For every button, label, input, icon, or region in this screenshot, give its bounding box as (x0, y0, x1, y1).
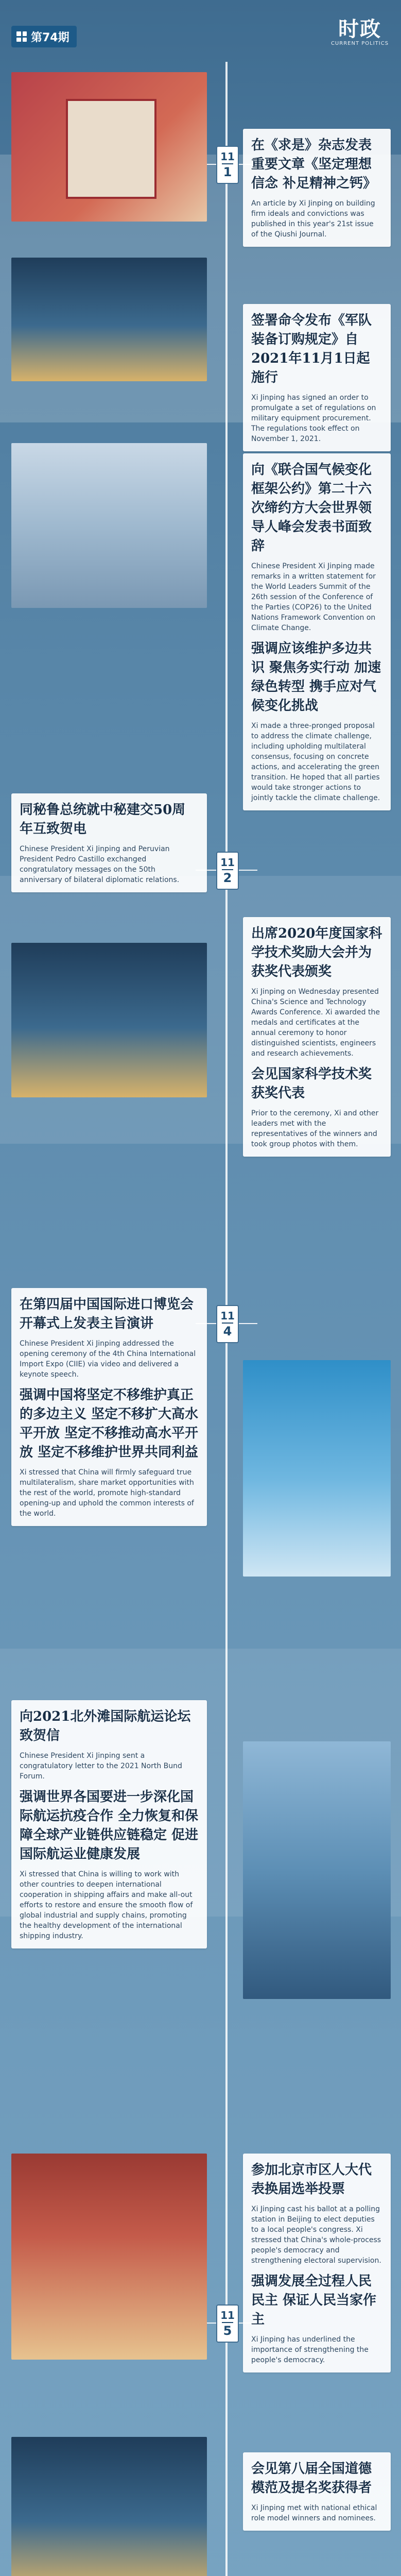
event-text-en: Xi stressed that China is willing to work with other countries to deepen international cooperation in shipping affairs and make all-out efforts to restore and ensure the smooth flow of global industrial and supply chains, promoting the healthy development of the international shipping industry. (20, 1870, 193, 1940)
issue-number: 第74期 (31, 31, 69, 44)
event-text-en: Chinese President Xi Jinping sent a congratulatory letter to the 2021 North Bund Forum. (20, 1752, 182, 1781)
date-month: 11 (220, 856, 235, 869)
date-day: 1 (223, 165, 232, 179)
date-tag (216, 2304, 239, 2343)
date-tag (216, 1305, 239, 1343)
event-card (11, 1288, 207, 1526)
event-card (243, 917, 391, 1157)
science-awards-photo (11, 943, 207, 1097)
event-text-en: Xi made a three-pronged proposal to address the climate challenge, including upholding multilateral consensus, focusing on concrete actions, and accelerating the green transition. He hoped that all parties would take stronger actions to jointly tackle the climate challenge. (251, 722, 380, 802)
event-text-en: Xi Jinping has underlined the importance of strengthening the people's democracy. (251, 2335, 369, 2364)
event-title-zh: 出席2020年度国家科学技术奖励大会并为获奖代表颁奖 (251, 926, 382, 979)
date-day: 2 (223, 871, 232, 885)
event-title-zh: 向2021北外滩国际航运论坛致贺信 (20, 1709, 191, 1743)
event-card (11, 793, 207, 892)
event-title-zh: 在《求是》杂志发表重要文章《坚定理想信念 补足精神之钙》 (251, 138, 377, 191)
event-text-en: Prior to the ceremony, Xi and other leaders met with the representatives of the winners and took group photos with them. (251, 1109, 379, 1148)
ciie-expo-photo (243, 1360, 391, 1577)
event-title-zh: 会见第八届全国道德模范及提名奖获得者 (251, 2461, 372, 2496)
date-month: 11 (220, 2309, 235, 2321)
event-text-en: An article by Xi Jinping on building firm ideals and convictions was published in this year's 21st issue of the Qiushi Journal. (251, 199, 375, 239)
date-day: 5 (223, 2324, 232, 2338)
event-text-en: Xi Jinping on Wednesday presented China's Science and Technology Awards Conference. Xi awarded the medals and certificates at the annual ceremony to honor distinguished scientists, engineers and research achievements. (251, 988, 380, 1058)
event-card (11, 1700, 207, 1948)
event-card (243, 304, 391, 451)
event-card (243, 453, 391, 810)
event-card (243, 2452, 391, 2531)
brand-logo (329, 12, 391, 52)
event-title-zh: 强调应该维护多边共识 聚焦务实行动 加速绿色转型 携手应对气候变化挑战 (251, 641, 381, 714)
shipping-port-photo (243, 1741, 391, 1999)
date-day: 4 (223, 1324, 232, 1338)
event-text-en: Xi stressed that China will firmly safeguard true multilateralism, share market opportunities with the rest of the world, promote high-standard opening-up and uphold the common interests of the world. (20, 1468, 194, 1518)
date-separator (222, 2322, 233, 2323)
event-text-en: Xi Jinping cast his ballot at a polling station in Beijing to elect deputies to a local people's congress. Xi stressed that China's whole-process people's democracy and strengthening electoral supervision. (251, 2205, 381, 2265)
header (0, 0, 401, 62)
event-title-zh: 同秘鲁总统就中秘建交50周年互致贺电 (20, 802, 186, 837)
date-separator (222, 869, 233, 870)
date-tag (216, 146, 239, 184)
grid-icon (16, 31, 27, 42)
climate-summit-photo (11, 443, 207, 608)
event-card (243, 2154, 391, 2372)
brand-subtitle: CURRENT POLITICS (330, 40, 389, 46)
event-title-zh: 强调中国将坚定不移维护真正的多边主义 坚定不移扩大高水平开放 坚定不移推动高水平开放 坚定不移维护世界共同利益 (20, 1387, 199, 1460)
military-procurement-photo (11, 258, 207, 381)
date-month: 11 (220, 150, 235, 163)
event-text-en: Chinese President Xi Jinping made remarks in a written statement for the World Leaders Summit of the 26th session of the Conference of the Parties (COP26) to the United Nations Framework Convention on Climate Change. (251, 562, 376, 632)
role-models-photo (11, 2437, 207, 2576)
event-title-zh: 签署命令发布《军队装备订购规定》自2021年11月1日起施行 (251, 313, 372, 385)
event-title-zh: 参加北京市区人大代表换届选举投票 (251, 2162, 372, 2197)
event-title-zh: 向《联合国气候变化框架公约》第二十六次缔约方大会世界领导人峰会发表书面致辞 (251, 462, 372, 554)
date-separator (222, 163, 233, 164)
event-text-en: Chinese President Xi Jinping addressed the opening ceremony of the 4th China International Import Expo (CIIE) via video and delivered a keynote speech. (20, 1340, 196, 1379)
date-tag (216, 852, 239, 890)
brand-title: 时政 (338, 16, 381, 41)
issue-badge (11, 26, 77, 47)
event-title-zh: 强调发展全过程人民民主 保证人民当家作主 (251, 2274, 377, 2327)
qiushi-journal-photo (11, 72, 207, 222)
date-separator (222, 1323, 233, 1324)
event-card (243, 129, 391, 247)
date-month: 11 (220, 1310, 235, 1322)
event-text-en: Chinese President Xi Jinping and Peruvian President Pedro Castillo exchanged congratulatory messages on the 50th anniversary of bilateral diplomatic relations. (20, 845, 180, 884)
event-title-zh: 在第四届中国国际进口博览会开幕式上发表主旨演讲 (20, 1297, 194, 1331)
event-title-zh: 强调世界各国要进一步深化国际航运抗疫合作 全力恢复和保障全球产业链供应链稳定 促进国际航运业健康发展 (20, 1789, 199, 1862)
election-voting-photo (11, 2154, 207, 2360)
event-title-zh: 会见国家科学技术奖获奖代表 (251, 1066, 372, 1101)
event-text-en: Xi Jinping met with national ethical role model winners and nominees. (251, 2504, 377, 2522)
event-text-en: Xi Jinping has signed an order to promulgate a set of regulations on military equipment procurement. The regulations took effect on November 1, 2021. (251, 394, 376, 443)
